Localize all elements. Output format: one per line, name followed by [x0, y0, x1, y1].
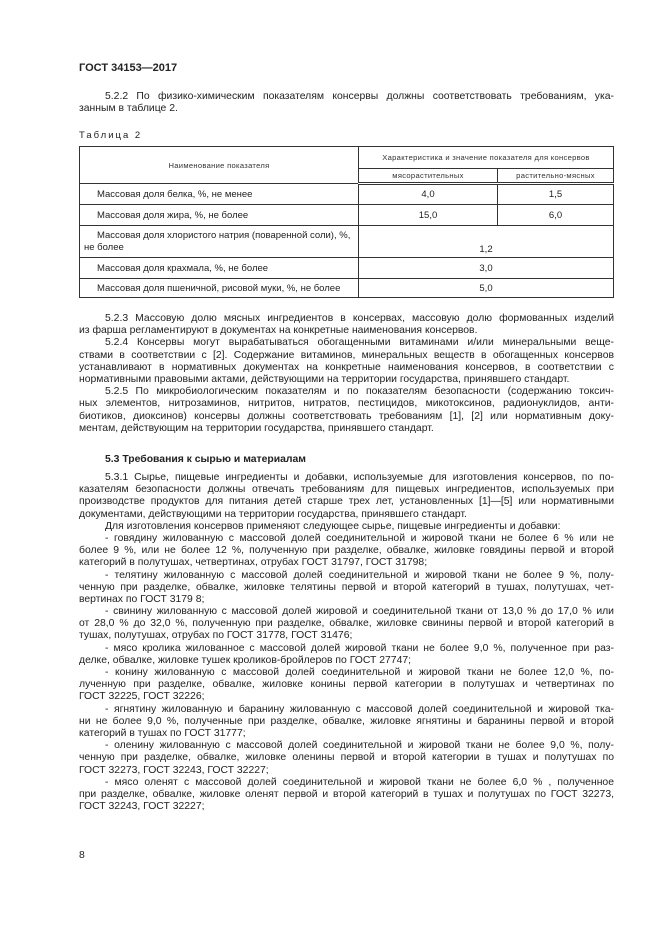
text-line: ствами в соответствии с [2]. Содержание витаминов, минеральных веществ в обогащенных консервов: [79, 349, 614, 361]
row-name: Массовая доля пшеничной, рисовой муки, %, не более: [80, 279, 359, 298]
table-row: [80, 279, 614, 298]
text-line: - ягнятину жилованную и баранину жилованную с массовой долей соединительной и жировой тка-: [105, 703, 614, 715]
text-line: из фарша регламентируют в документах на конкретные наименования консервов.: [79, 325, 478, 337]
text-line: тушах, полутушах, отрубах по ГОСТ 31778, ГОСТ 31476;: [79, 630, 353, 642]
page-number: 8: [79, 850, 85, 861]
row-name: Массовая доля жира, %, не более: [80, 205, 359, 226]
table-row: [80, 184, 614, 205]
text-line: 5.2.5 По микробиологическим показателям и по показателям безопасности (содержанию токсич-: [105, 386, 614, 398]
text-line: устанавливают в нормативных документах на конкретные наименования консервов, в соответствии с: [79, 361, 614, 373]
text-line: при разделке, обвалке, жиловке оленят первой и второй категорий в тушах и полутушах по ГОСТ 32273,: [79, 788, 614, 800]
text-line: документами, действующими на территории государства, принявшего стандарт.: [79, 508, 467, 520]
row-name: Массовая доля крахмала, %, не более: [80, 258, 359, 279]
row-name: Массовая доля хлористого натрия (поваренной соли), %, не более: [80, 226, 359, 258]
row-value-b: 1,5: [498, 184, 614, 205]
text-line: - мясо оленят с массовой долей соединительной и жировой ткани не более 6,0 % , полученное: [105, 776, 614, 788]
row-value-b: 6,0: [498, 205, 614, 226]
text-line: лученную при разделке, обвалке, жиловке конины первой категории в полутушах и четвертинах по: [79, 679, 614, 691]
text-line: - мясо кролика жилованное с массовой долей жировой ткани не более 9,0 %, полученное при раз-: [105, 642, 614, 654]
text-line: - оленину жилованную с массовой долей соединительной и жировой ткани не более 9,0 %, полу-: [105, 740, 614, 752]
text-line: ченную при разделке, обвалке, жиловке телятины первой и второй категорий в тушах, полутушах, чет-: [79, 581, 614, 593]
text-line: занным в таблице 2.: [79, 103, 178, 115]
text-line: более 9 %, или не более 12 %, полученную при разделке, обвалке, жиловке говядины первой и второй: [79, 545, 614, 557]
row-value: 1,2: [359, 226, 614, 258]
text-line: категорий в тушах по ГОСТ 31777;: [79, 727, 246, 739]
column-header-a: мясорастительных: [359, 169, 498, 184]
paragraph-5-2-2: [79, 91, 614, 115]
text-line: - телятину жилованную с массовой долей соединительной и жировой ткани не более 9 %, полу-: [105, 569, 614, 581]
text-line: ных элементов, нитрозаминов, нитритов, нитратов, пестицидов, микотоксинов, радионуклидов, анти-: [79, 398, 614, 410]
text-line: 5.2.4 Консервы могут вырабатываться обогащенными витаминами и/или минеральными веще-: [105, 337, 614, 349]
text-line: ни не более 9,0 %, полученные при разделке, обвалке, жиловке ягнятины и баранины первой и второй: [79, 715, 614, 727]
row-value-a: 15,0: [359, 205, 498, 226]
text-line: - конину жилованную с массовой долей соединительной и жировой ткани не более 12,0 %, по-: [105, 667, 614, 678]
text-line: - свинину жилованную с массовой долей жировой и соединительной ткани от 13,0 % до 17,0 % или: [105, 606, 614, 618]
text-line: ГОСТ 32225, ГОСТ 32226;: [79, 691, 205, 703]
text-line: Для изготовления консервов применяют следующее сырье, пищевые ингредиенты и добавки:: [105, 520, 561, 532]
text-line: ГОСТ 32273, ГОСТ 32243, ГОСТ 32227;: [79, 764, 269, 776]
text-line: производстве продуктов для питания детей старше трех лет, установленных [1]—[5] или нормативными: [79, 496, 614, 508]
text-line: 5.2.2 По физико-химическим показателям консервы должны соответствовать требованиям, ука-: [105, 91, 614, 102]
row-value: 3,0: [359, 258, 614, 279]
text-line: ченную при разделке, обвалке, жиловке оленины первой и второй категории в тушах и полутушах по: [79, 752, 614, 764]
row-value-a: 4,0: [359, 184, 498, 205]
paragraphs-5-2-3-to-5-2-5: [79, 313, 614, 435]
text-line: казателям безопасности должны отвечать требованиям для пищевых ингредиентов, используемых при: [79, 484, 614, 496]
table-row: [80, 226, 614, 258]
paragraphs-5-3-1: [79, 472, 614, 813]
text-line: 5.2.3 Массовую долю мясных ингредиентов в консервах, массовую долю формованных изделий: [105, 313, 614, 324]
text-line: - говядину жилованную с массовой долей соединительной и жировой ткани не более 6 % или не: [105, 532, 614, 544]
column-header-group: Характеристика и значение показателя для консервов: [359, 147, 614, 169]
text-line: биотиков, диоксинов) консервы должны соответствовать требованиям [1], [2] или нормативным доку-: [79, 410, 614, 422]
text-line: ГОСТ 32243, ГОСТ 32227;: [79, 801, 205, 813]
text-line: от 28,0 % до 32,0 %, полученную при разделке, обвалке, жиловке свинины первой и второй категорий в: [79, 618, 614, 630]
text-line: вертинах по ГОСТ 3179 8;: [79, 593, 205, 605]
table-2: [79, 146, 614, 298]
text-line: 5.3.1 Сырье, пищевые ингредиенты и добавки, используемые для изготовления консервов, по по-: [105, 472, 614, 483]
row-name: Массовая доля белка, %, не менее: [80, 184, 359, 205]
column-header-b: растительно-мясных: [498, 169, 614, 184]
text-line: делке, обвалке, жиловке тушек кроликов-бройлеров по ГОСТ 27747;: [79, 654, 412, 666]
table-row: [80, 205, 614, 226]
text-line: нормативными правовыми актами, действующими на территории государства, принявшего стандарт.: [79, 373, 570, 385]
section-heading: 5.3 Требования к сырью и материалам: [105, 454, 306, 465]
table-caption: Таблица 2: [79, 130, 143, 141]
text-line: ментам, действующим на территории государства, принявшего стандарт.: [79, 422, 434, 434]
row-value: 5,0: [359, 279, 614, 298]
column-header-name: Наименование показателя: [80, 147, 359, 184]
text-line: категорий в полутушах, четвертинах, отрубах ГОСТ 31797, ГОСТ 31798;: [79, 557, 428, 569]
table-row: [80, 258, 614, 279]
document-code-header: ГОСТ 34153—2017: [79, 62, 178, 74]
